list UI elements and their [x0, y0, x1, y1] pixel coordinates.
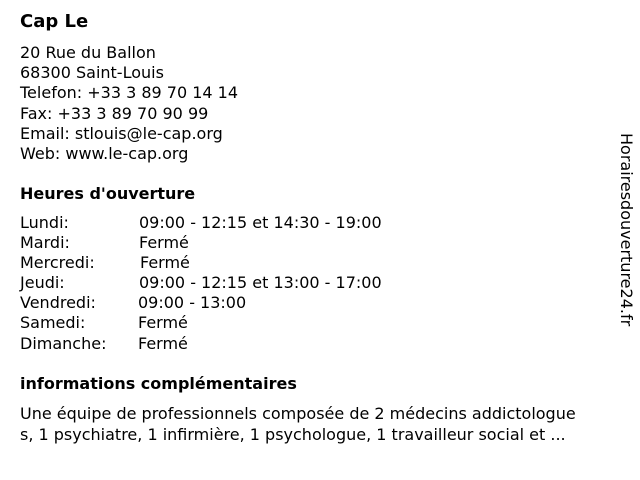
hours-day: Vendredi:: [20, 293, 96, 313]
hours-time: Fermé: [138, 333, 188, 353]
description-line: Une équipe de professionnels composée de 2 médecins addictologue: [20, 404, 576, 423]
hours-day: Mercredi:: [20, 253, 95, 273]
description: [20, 403, 620, 445]
hours-time: Fermé: [139, 233, 189, 253]
hours-day: Samedi:: [20, 313, 86, 333]
hours-day: Jeudi:: [20, 273, 65, 293]
hours-time: 09:00 - 13:00: [138, 293, 247, 313]
address-block: [20, 43, 238, 164]
fax-text: Fax: +33 3 89 70 90 99: [20, 103, 209, 123]
hours-day: Lundi:: [20, 213, 69, 232]
page-title: Cap Le: [20, 11, 89, 32]
hours-time: Fermé: [138, 313, 188, 333]
watermark-text: Horairesdouverture24.fr: [617, 133, 636, 327]
hours-day: Dimanche:: [20, 333, 107, 353]
email-text: Email: stlouis@le-cap.org: [20, 123, 223, 143]
phone-text: Telefon: +33 3 89 70 14 14: [20, 83, 239, 103]
web-text: Web: www.le-cap.org: [20, 144, 189, 164]
hours-time: 09:00 - 12:15 et 14:30 - 19:00: [139, 213, 382, 232]
hours-time: 09:00 - 12:15 et 13:00 - 17:00: [139, 273, 382, 293]
address-street: 20 Rue du Ballon: [20, 43, 156, 62]
description-line: s, 1 psychiatre, 1 infirmière, 1 psychologue, 1 travailleur social et ...: [20, 425, 566, 444]
info-heading: informations complémentaires: [20, 374, 297, 393]
hours-heading: Heures d'ouverture: [20, 184, 196, 203]
hours-time: Fermé: [140, 253, 190, 273]
hours-day: Mardi:: [20, 233, 70, 253]
address-city: 68300 Saint-Louis: [20, 63, 164, 83]
